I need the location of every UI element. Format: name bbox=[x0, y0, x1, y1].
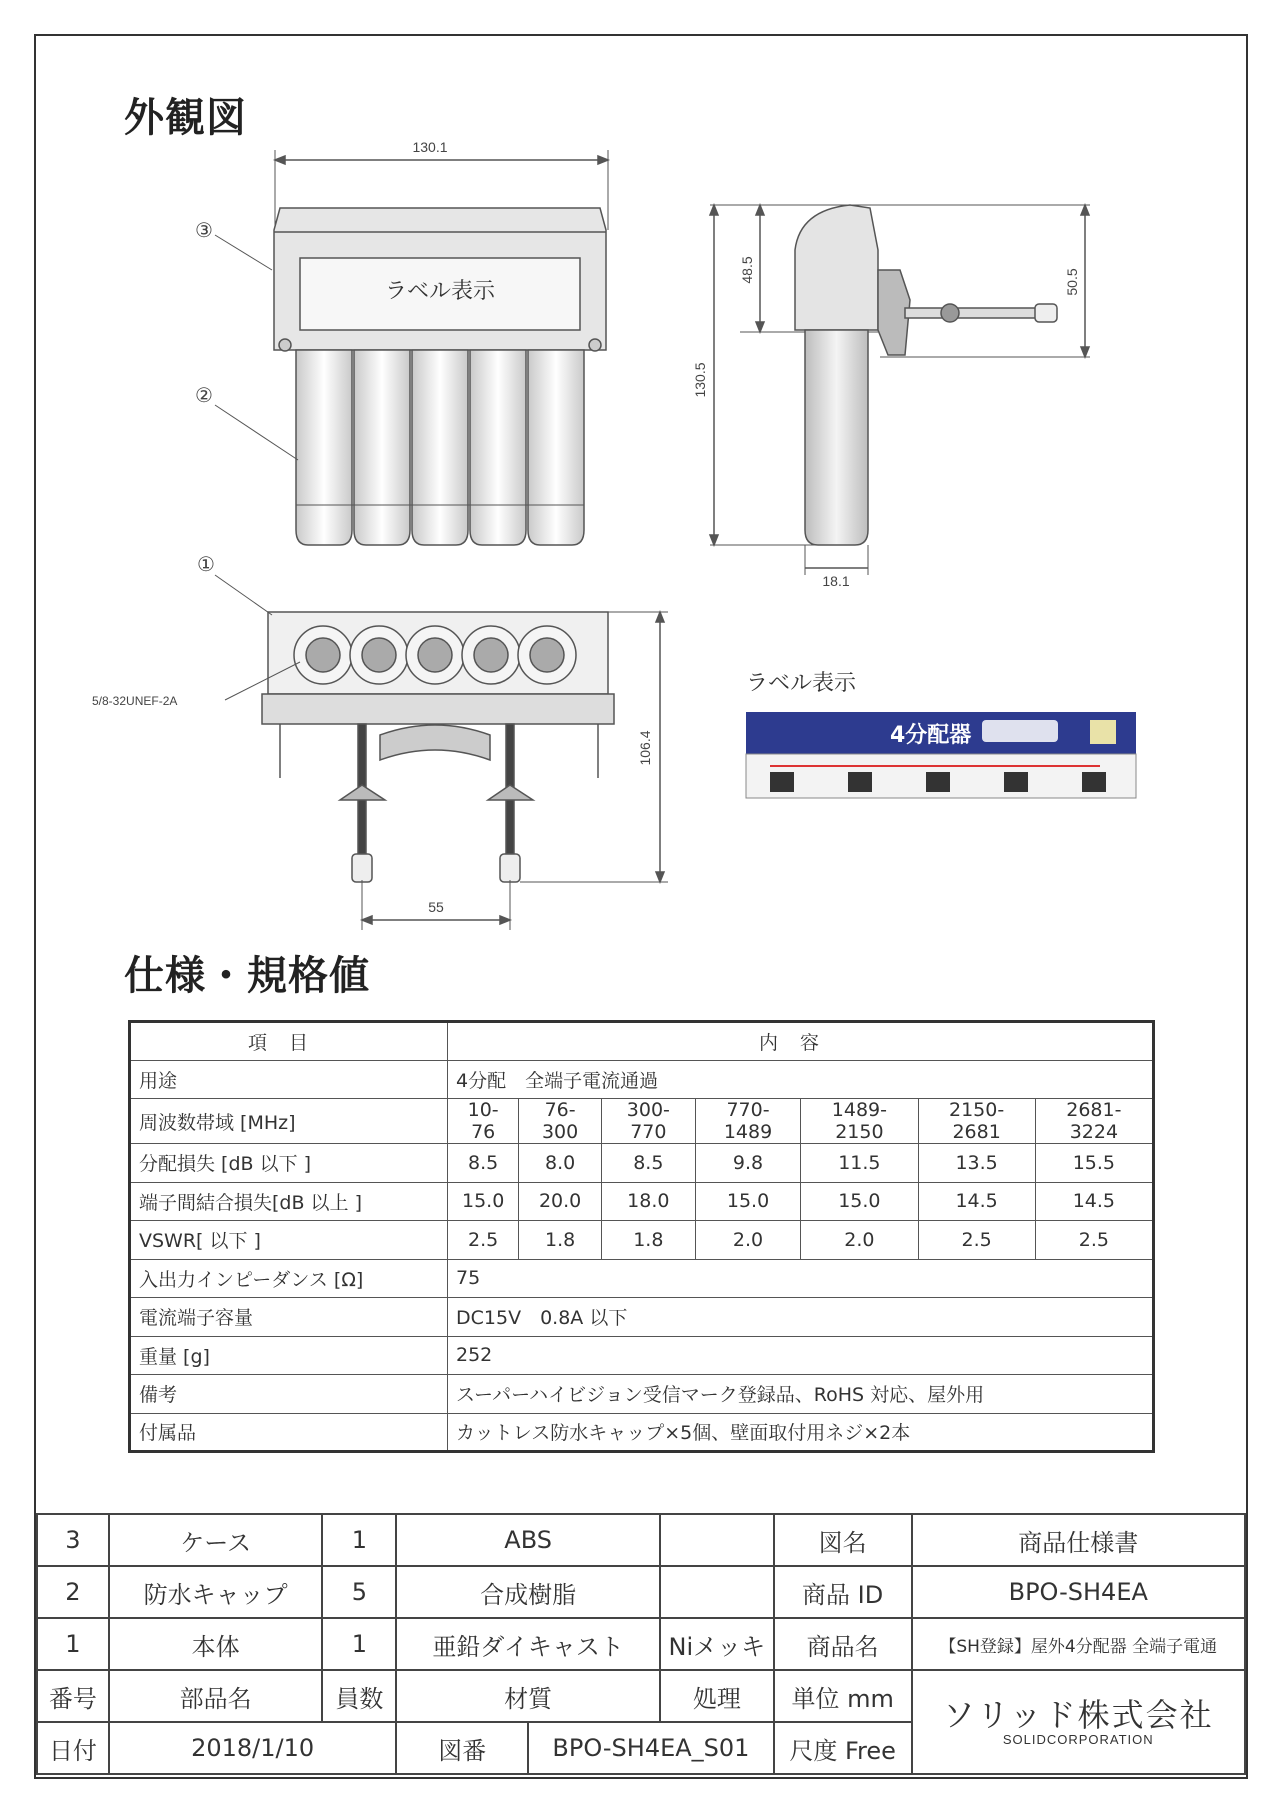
header-qty: 員数 bbox=[322, 1670, 396, 1722]
impedance-label: 入出力インピーダンス [Ω] bbox=[130, 1259, 448, 1298]
info-label: 商品名 bbox=[774, 1618, 912, 1670]
section-title-appearance: 外観図 bbox=[124, 95, 247, 141]
label-product-text: 4分配器 bbox=[890, 723, 972, 748]
bottom-view bbox=[215, 575, 668, 930]
info-label: 図名 bbox=[774, 1514, 912, 1566]
freq-band: 770-1489 bbox=[695, 1099, 801, 1144]
spec-row-loss bbox=[130, 1144, 1154, 1183]
table-cell: 1.8 bbox=[601, 1221, 695, 1260]
spec-row-weight bbox=[130, 1336, 1154, 1375]
row-label: 端子間結合損失[dB 以上 ] bbox=[130, 1182, 448, 1221]
freq-band: 2681-3224 bbox=[1035, 1099, 1153, 1144]
table-cell: 8.0 bbox=[519, 1144, 602, 1183]
part-material: 亜鉛ダイキャスト bbox=[396, 1618, 660, 1670]
label-caption: ラベル表示 bbox=[746, 671, 857, 696]
part-treatment bbox=[660, 1514, 774, 1566]
table-cell: 2.0 bbox=[801, 1221, 918, 1260]
remarks-value: スーパーハイビジョン受信マーク登録品、RoHS 対応、屋外用 bbox=[448, 1375, 1154, 1414]
usage-label: 用途 bbox=[130, 1060, 448, 1099]
connector-label: 5/8-32UNEF-2A bbox=[92, 694, 178, 708]
part-no: 1 bbox=[37, 1618, 109, 1670]
title-block bbox=[36, 1513, 1246, 1775]
remarks-label: 備考 bbox=[130, 1375, 448, 1414]
usage-value: 4分配 全端子電流通過 bbox=[448, 1060, 1154, 1099]
part-treatment bbox=[660, 1566, 774, 1618]
parts-header-row bbox=[37, 1670, 1245, 1722]
freq-band: 76-300 bbox=[519, 1099, 602, 1144]
part-row bbox=[37, 1514, 1245, 1566]
date-value: 2018/1/10 bbox=[109, 1722, 397, 1774]
header-content: 内容 bbox=[448, 1022, 1154, 1061]
spec-row-usage bbox=[130, 1060, 1154, 1099]
spec-row-vswr bbox=[130, 1221, 1154, 1260]
weight-label: 重量 [g] bbox=[130, 1336, 448, 1375]
row-label: VSWR[ 以下 ] bbox=[130, 1221, 448, 1260]
weight-value: 252 bbox=[448, 1336, 1154, 1375]
info-label: 商品 ID bbox=[774, 1566, 912, 1618]
part-qty: 1 bbox=[322, 1514, 396, 1566]
scale: 尺度 Free bbox=[774, 1722, 912, 1774]
dim-depth-bottom: 18.1 bbox=[822, 573, 850, 589]
spec-row-current bbox=[130, 1298, 1154, 1337]
table-cell: 2.5 bbox=[448, 1221, 519, 1260]
table-cell: 14.5 bbox=[918, 1182, 1035, 1221]
header-material: 材質 bbox=[396, 1670, 660, 1722]
table-cell: 15.5 bbox=[1035, 1144, 1153, 1183]
freq-label: 周波数帯域 [MHz] bbox=[130, 1099, 448, 1144]
header-no: 番号 bbox=[37, 1670, 109, 1722]
table-cell: 9.8 bbox=[695, 1144, 801, 1183]
label-area-text: ラベル表示 bbox=[384, 279, 496, 304]
spec-row-accessories bbox=[130, 1413, 1154, 1452]
part-name: 防水キャップ bbox=[109, 1566, 323, 1618]
spec-row-freq bbox=[130, 1099, 1154, 1144]
part-row bbox=[37, 1566, 1245, 1618]
spec-table bbox=[128, 1020, 1155, 1453]
callout-1: ① bbox=[197, 554, 215, 576]
dim-height-left: 130.5 bbox=[692, 362, 708, 398]
company-cell bbox=[912, 1670, 1245, 1774]
freq-band: 300-770 bbox=[601, 1099, 695, 1144]
part-no: 2 bbox=[37, 1566, 109, 1618]
company-name: ソリッド株式会社 bbox=[942, 1695, 1214, 1734]
table-cell: 20.0 bbox=[519, 1182, 602, 1221]
table-cell: 13.5 bbox=[918, 1144, 1035, 1183]
table-cell: 15.0 bbox=[801, 1182, 918, 1221]
accessories-label: 付属品 bbox=[130, 1413, 448, 1452]
info-value: 【SH登録】屋外4分配器 全端子電通 bbox=[912, 1618, 1245, 1670]
dim-front-height: 106.4 bbox=[637, 730, 653, 766]
dim-height-upper: 48.5 bbox=[739, 256, 755, 284]
table-cell: 15.0 bbox=[448, 1182, 519, 1221]
part-row bbox=[37, 1618, 1245, 1670]
section-title-spec: 仕様・規格値 bbox=[124, 953, 370, 999]
info-value: 商品仕様書 bbox=[912, 1514, 1245, 1566]
front-view bbox=[215, 150, 608, 545]
row-label: 分配損失 [dB 以下 ] bbox=[130, 1144, 448, 1183]
callout-2: ② bbox=[195, 385, 213, 407]
dim-width-top: 130.1 bbox=[412, 139, 448, 155]
spec-header-row bbox=[130, 1022, 1154, 1061]
freq-band: 10-76 bbox=[448, 1099, 519, 1144]
drawing-no-value: BPO-SH4EA_S01 bbox=[528, 1722, 774, 1774]
current-value: DC15V 0.8A 以下 bbox=[448, 1298, 1154, 1337]
spec-row-remarks bbox=[130, 1375, 1154, 1414]
company-name-en: SOLIDCORPORATION bbox=[1002, 1731, 1154, 1747]
part-material: 合成樹脂 bbox=[396, 1566, 660, 1618]
part-qty: 1 bbox=[322, 1618, 396, 1670]
part-material: ABS bbox=[396, 1514, 660, 1566]
table-cell: 11.5 bbox=[801, 1144, 918, 1183]
unit: 単位 mm bbox=[774, 1670, 912, 1722]
side-view bbox=[710, 205, 1090, 575]
freq-band: 1489-2150 bbox=[801, 1099, 918, 1144]
drawing-no-label: 図番 bbox=[396, 1722, 528, 1774]
dim-height-right: 50.5 bbox=[1064, 268, 1080, 296]
header-treatment: 処理 bbox=[660, 1670, 774, 1722]
callout-3: ③ bbox=[195, 220, 213, 242]
table-cell: 18.0 bbox=[601, 1182, 695, 1221]
table-cell: 15.0 bbox=[695, 1182, 801, 1221]
accessories-value: カットレス防水キャップ×5個、壁面取付用ネジ×2本 bbox=[448, 1413, 1154, 1452]
part-treatment: Niメッキ bbox=[660, 1618, 774, 1670]
impedance-value: 75 bbox=[448, 1259, 1154, 1298]
header-item: 項目 bbox=[130, 1022, 448, 1061]
freq-band: 2150-2681 bbox=[918, 1099, 1035, 1144]
table-cell: 2.0 bbox=[695, 1221, 801, 1260]
table-cell: 2.5 bbox=[918, 1221, 1035, 1260]
spec-row-isolation bbox=[130, 1182, 1154, 1221]
table-cell: 8.5 bbox=[601, 1144, 695, 1183]
part-name: 本体 bbox=[109, 1618, 323, 1670]
part-no: 3 bbox=[37, 1514, 109, 1566]
info-value: BPO-SH4EA bbox=[912, 1566, 1245, 1618]
table-cell: 2.5 bbox=[1035, 1221, 1153, 1260]
current-label: 電流端子容量 bbox=[130, 1298, 448, 1337]
table-cell: 1.8 bbox=[519, 1221, 602, 1260]
table-cell: 14.5 bbox=[1035, 1182, 1153, 1221]
date-label: 日付 bbox=[37, 1722, 109, 1774]
dim-bolt-spacing: 55 bbox=[428, 899, 444, 915]
spec-row-impedance bbox=[130, 1259, 1154, 1298]
header-name: 部品名 bbox=[109, 1670, 323, 1722]
part-qty: 5 bbox=[322, 1566, 396, 1618]
table-cell: 8.5 bbox=[448, 1144, 519, 1183]
part-name: ケース bbox=[109, 1514, 323, 1566]
